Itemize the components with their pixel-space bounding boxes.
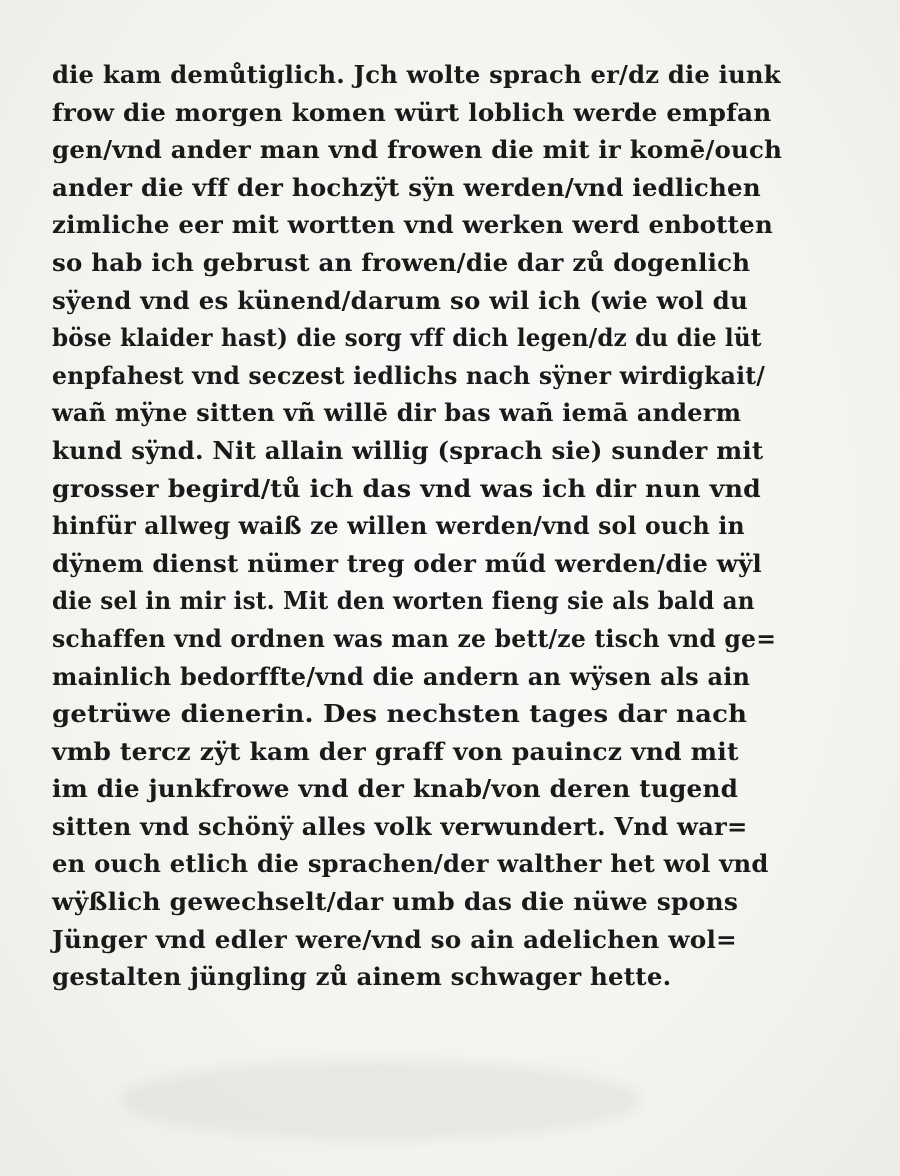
text-line: die kam demůtiglich. Jch wolte sprach er/dz die iunk [52, 60, 781, 89]
text-line: ander die vff der hochzÿt sÿn werden/vnd iedlichen [52, 172, 761, 202]
text-line: sitten vnd schönÿ alles volk verwundert. Vnd war= [52, 811, 748, 841]
text-line: böse klaider hast) die sorg vff dich legen/dz du die lüt [52, 323, 762, 353]
text-line: dÿnem dienst nümer treg oder műd werden/die wÿl [52, 548, 762, 578]
text-line: sÿend vnd es künend/darum so wil ich (wie wol du [52, 285, 748, 315]
text-line: die sel in mir ist. Mit den worten fieng sie als bald an [52, 586, 755, 616]
text-block [52, 56, 822, 996]
text-line: frow die morgen komen würt loblich werde empfan [52, 97, 772, 127]
paper-smudge [120, 1060, 640, 1140]
text-line: kund sÿnd. Nit allain willig (sprach sie) sunder mit [52, 435, 764, 465]
text-line: wÿßlich gewechselt/dar umb das die nüwe spons [52, 887, 739, 917]
text-line: gestalten jüngling zů ainem schwager hette. [52, 962, 672, 992]
text-line: im die junkfrowe vnd der knab/von deren tugend [52, 774, 739, 804]
text-line: zimliche eer mit wortten vnd werken werd enbotten [52, 210, 773, 240]
text-line: schaffen vnd ordnen was man ze bett/ze tisch vnd ge= [52, 623, 777, 653]
text-line: so hab ich gebrust an frowen/die dar zů dogenlich [52, 247, 751, 277]
text-line: hinfür allweg waiß ze willen werden/vnd sol ouch in [52, 511, 745, 541]
text-line: grosser begird/tů ich das vnd was ich dir nun vnd [52, 473, 761, 503]
text-line: enpfahest vnd seczest iedlichs nach sÿner wirdigkait/ [52, 360, 766, 390]
text-line: getrüwe dienerin. Des nechsten tages dar nach [52, 699, 748, 729]
text-line: mainlich bedorffte/vnd die andern an wÿsen als ain [52, 661, 751, 691]
text-line: vmb tercz zÿt kam der graff von pauincz vnd mit [52, 736, 739, 766]
text-line: wañ mÿne sitten vñ willē dir bas wañ iemā anderm [52, 398, 742, 428]
text-line: en ouch etlich die sprachen/der walther het wol vnd [52, 849, 769, 879]
text-line: Jünger vnd edler were/vnd so ain adelichen wol= [52, 924, 737, 954]
text-line: gen/vnd ander man vnd frowen die mit ir komē/ouch [52, 135, 783, 165]
